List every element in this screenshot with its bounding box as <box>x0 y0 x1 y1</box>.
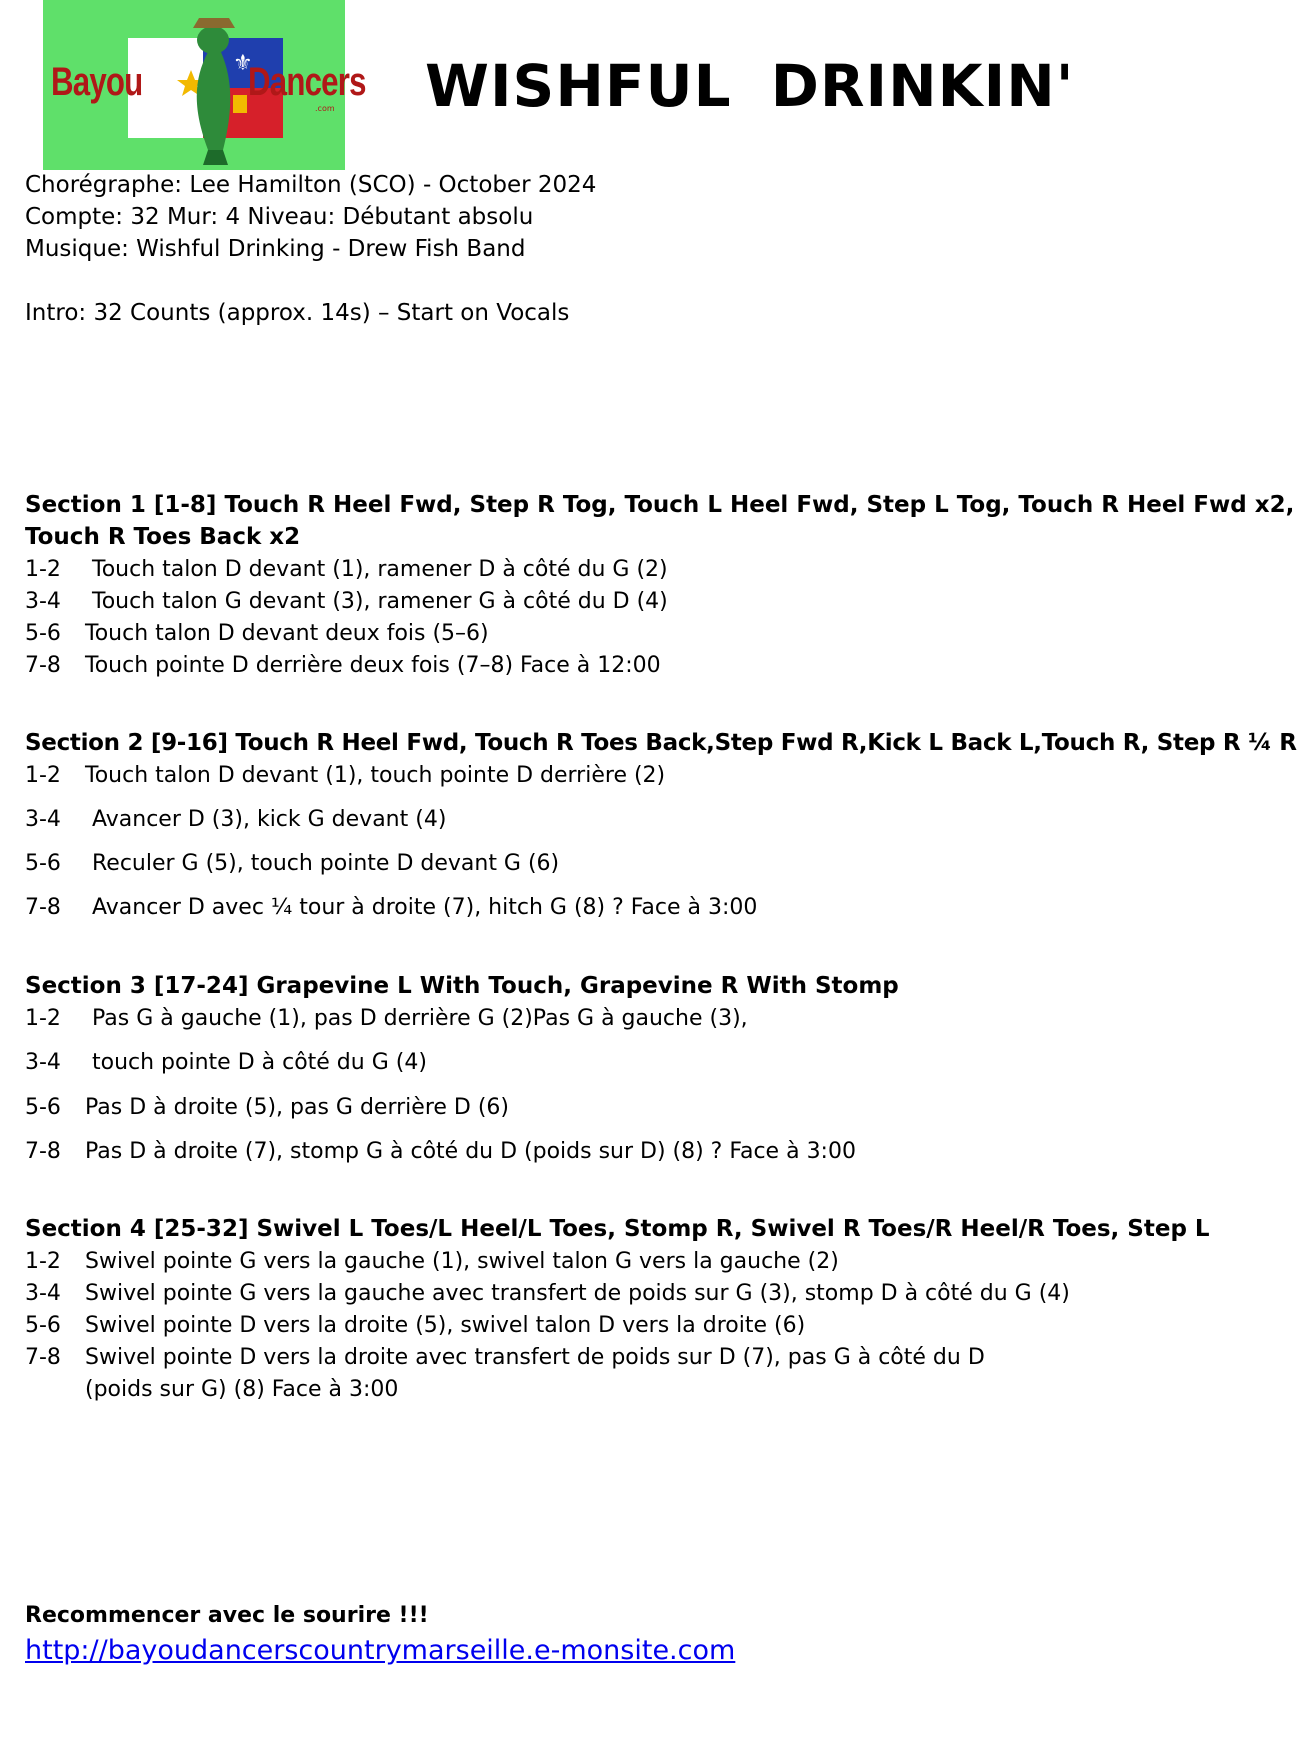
step-text: Pas D à droite (7), stomp G à côté du D (poids sur D) (8) ? Face à 3:00 <box>85 1139 856 1164</box>
step-text: touch pointe D à côté du G (4) <box>85 1050 427 1075</box>
logo-text-right: Dancers <box>248 60 366 104</box>
step-count: 1-2 <box>25 1006 61 1031</box>
logo-text-left: Bayou <box>51 60 143 104</box>
step-count: 1-2 <box>25 1249 61 1274</box>
step-row <box>25 1095 509 1120</box>
step-count: 7-8 <box>25 653 61 678</box>
step-text: Avancer D (3), kick G devant (4) <box>85 807 447 832</box>
step-count: 1-2 <box>25 763 61 788</box>
step-row <box>25 653 661 678</box>
step-count: 5-6 <box>25 851 61 876</box>
step-text: Reculer G (5), touch pointe D devant G (6) <box>85 851 560 876</box>
step-text: Swivel pointe G vers la gauche (1), swivel talon G vers la gauche (2) <box>85 1249 839 1274</box>
logo <box>43 0 366 170</box>
step-count: 7-8 <box>25 1345 61 1370</box>
step-text: (poids sur G) (8) Face à 3:00 <box>85 1377 399 1402</box>
step-row <box>25 1377 398 1402</box>
step-row <box>25 589 668 614</box>
step-row <box>25 1281 1070 1306</box>
step-text: Touch pointe D derrière deux fois (7–8) Face à 12:00 <box>85 653 661 678</box>
page-title: WISHFUL DRINKIN' <box>425 52 1075 120</box>
step-row <box>25 1345 985 1370</box>
step-row <box>25 621 489 646</box>
step-row <box>25 763 665 788</box>
step-text: Avancer D avec ¼ tour à droite (7), hitch G (8) ? Face à 3:00 <box>85 895 758 920</box>
section-3-heading: Section 3 [17-24] Grapevine L With Touch, Grapevine R With Stomp <box>25 973 899 999</box>
step-count: 7-8 <box>25 1139 61 1164</box>
step-text: Pas D à droite (5), pas G derrière D (6) <box>85 1095 510 1120</box>
step-count: 5-6 <box>25 1313 61 1338</box>
step-text: Touch talon D devant deux fois (5–6) <box>85 621 489 646</box>
intro-line: Intro: 32 Counts (approx. 14s) – Start on Vocals <box>25 300 570 326</box>
step-row <box>25 1139 856 1164</box>
step-row <box>25 807 446 832</box>
website-link[interactable]: http://bayoudancerscountrymarseille.e-monsite.com <box>25 1635 736 1666</box>
step-row <box>25 557 668 582</box>
step-row <box>25 1313 805 1338</box>
section-2-heading: Section 2 [9-16] Touch R Heel Fwd, Touch R Toes Back,Step Fwd R,Kick L Back L,Touch R, Step R ¼ R <box>25 730 1297 756</box>
step-row <box>25 895 757 920</box>
section-4-heading: Section 4 [25-32] Swivel L Toes/L Heel/L Toes, Stomp R, Swivel R Toes/R Heel/R Toes, Step L <box>25 1216 1210 1242</box>
section-1-heading: Section 1 [1-8] Touch R Heel Fwd, Step R Tog, Touch L Heel Fwd, Step L Tog, Touch R Heel Fwd x2, <box>25 492 1295 518</box>
svg-text:⚜: ⚜ <box>233 51 253 76</box>
step-text: Swivel pointe D vers la droite avec transfert de poids sur D (7), pas G à côté du D <box>85 1345 985 1370</box>
step-text: Touch talon D devant (1), touch pointe D derrière (2) <box>85 763 666 788</box>
logo-suffix: .com <box>315 104 335 113</box>
step-count: 1-2 <box>25 557 61 582</box>
step-count: 3-4 <box>25 1050 61 1075</box>
step-text: Touch talon D devant (1), ramener D à côté du G (2) <box>85 557 668 582</box>
step-count: 3-4 <box>25 1281 61 1306</box>
step-text: Swivel pointe G vers la gauche avec transfert de poids sur G (3), stomp D à côté du G (4) <box>85 1281 1070 1306</box>
step-text: Pas G à gauche (1), pas D derrière G (2)Pas G à gauche (3), <box>85 1006 748 1031</box>
step-text: Touch talon G devant (3), ramener G à côté du D (4) <box>85 589 668 614</box>
step-count: 3-4 <box>25 807 61 832</box>
step-row <box>25 851 559 876</box>
count-line: Compte: 32 Mur: 4 Niveau: Débutant absolu <box>25 204 534 230</box>
step-count: 5-6 <box>25 621 61 646</box>
choreographer-line: Chorégraphe: Lee Hamilton (SCO) - October 2024 <box>25 172 597 198</box>
section-1-heading-cont: Touch R Toes Back x2 <box>25 524 301 550</box>
step-row <box>25 1249 839 1274</box>
step-row <box>25 1006 748 1031</box>
music-line: Musique: Wishful Drinking - Drew Fish Band <box>25 236 526 262</box>
step-count: 5-6 <box>25 1095 61 1120</box>
step-count: 3-4 <box>25 589 61 614</box>
step-row <box>25 1050 427 1075</box>
footer-text: Recommencer avec le sourire !!! <box>25 1603 429 1628</box>
step-count: 7-8 <box>25 895 61 920</box>
step-text: Swivel pointe D vers la droite (5), swivel talon D vers la droite (6) <box>85 1313 806 1338</box>
